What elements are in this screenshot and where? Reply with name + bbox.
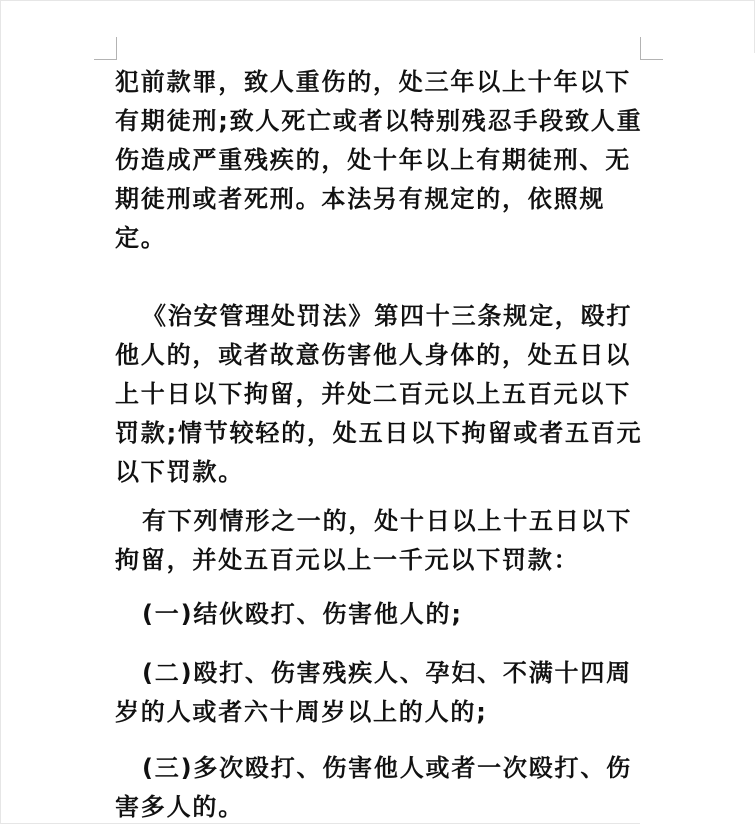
top-left-margin-marker	[94, 37, 117, 60]
paragraph-public-security-article-43: 《治安管理处罚法》第四十三条规定，殴打他人的，或者故意伤害他人身体的，处五日以上十日以下拘留，并处二百元以上五百元以下罚款;情节较轻的，处五日以下拘留或者五百元以下罚款。	[115, 302, 643, 486]
paragraph-criminal-law-continuation: 犯前款罪，致人重伤的，处三年以上十年以下有期徒刑;致人死亡或者以特别残忍手段致人重伤造成严重残疾的，处十年以上有期徒刑、无期徒刑或者死刑。本法另有规定的，依照规定。	[115, 68, 643, 252]
document-body[interactable]	[115, 63, 645, 827]
margin-shade	[640, 53, 755, 825]
list-item-3: (三)多次殴打、伤害他人或者一次殴打、伤害多人的。	[115, 754, 632, 821]
list-item-2: (二)殴打、伤害残疾人、孕妇、不满十四周岁的人或者六十周岁以上的人的;	[115, 659, 632, 726]
paragraph-aggravating-circumstances: 有下列情形之一的，处十日以上十五日以下拘留，并处五百元以上一千元以下罚款：	[115, 507, 633, 574]
list-item-1: (一)结伙殴打、伤害他人的;	[142, 600, 463, 628]
top-right-margin-marker	[640, 37, 663, 60]
